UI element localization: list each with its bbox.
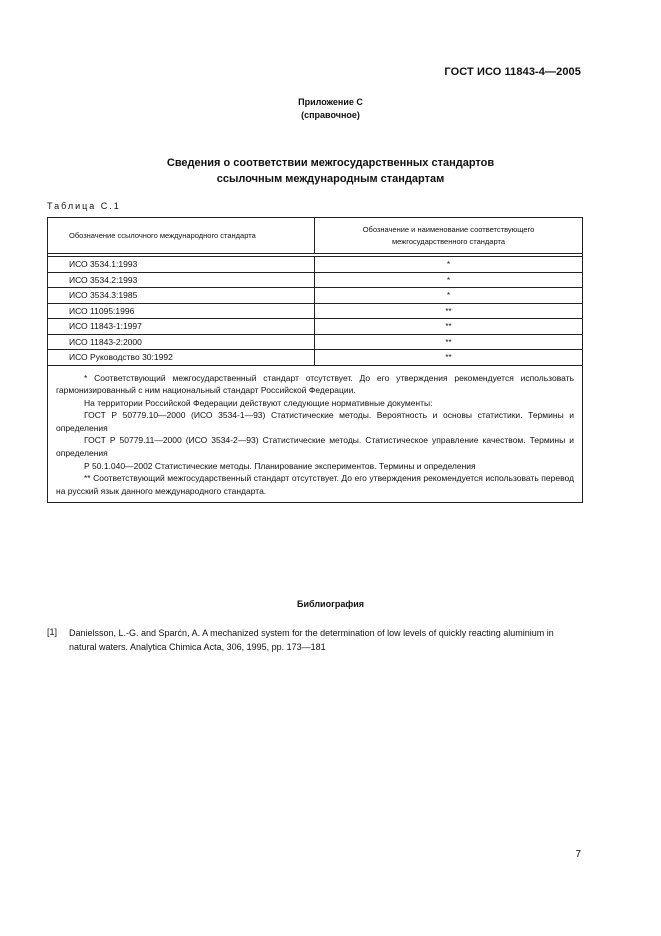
annex-title: Приложение С	[298, 97, 363, 107]
note-gost-50779-11: ГОСТ Р 50779.11—2000 (ИСО 3534-2—93) Статистические методы. Статистическое управление качеством. Термины и определения	[56, 435, 574, 459]
bibliography-entry-number: [1]	[47, 627, 58, 637]
table-row	[48, 288, 582, 304]
table-row	[48, 350, 582, 366]
corresponding-mark: *	[446, 291, 451, 300]
table-header	[48, 218, 582, 254]
col2-header: Обозначение и наименование соответствующего межгосударственного стандарта	[362, 224, 535, 246]
note-r-50-1-040: Р 50.1.040—2002 Статистические методы. Планирование экспериментов. Термины и определения	[84, 460, 476, 471]
corresponding-mark: **	[445, 306, 452, 316]
ref-standard: ИСО 3534.1:1993	[48, 257, 315, 272]
page-number: 7	[575, 849, 581, 860]
ref-standard: ИСО 3534.3:1985	[48, 288, 315, 303]
ref-standard: ИСО 11843-2:2000	[48, 335, 315, 350]
corresponding-mark: **	[445, 353, 452, 362]
note-gost-50779-10: ГОСТ Р 50779.10—2000 (ИСО 3534-1—93) Статистические методы. Вероятность и основы статистики. Термины и определения	[56, 410, 574, 433]
ref-standard: ИСО 11843-1:1997	[48, 319, 315, 334]
table-row	[48, 273, 582, 289]
section-title-line2: ссылочным международным стандартам	[216, 173, 445, 185]
table-notes	[48, 366, 582, 503]
section-title-line1: Сведения о соответствии межгосударственных стандартов	[166, 157, 495, 169]
corresponding-mark: *	[446, 260, 451, 269]
table-caption: Таблица С.1	[47, 201, 121, 211]
ref-standard: ИСО 11095:1996	[48, 304, 315, 319]
ref-standard: ИСО 3534.2:1993	[48, 273, 315, 288]
corresponding-mark: **	[445, 322, 452, 331]
bibliography-title: Библиография	[297, 599, 364, 609]
col1-header: Обозначение ссылочного международного стандарта	[48, 218, 315, 253]
note-rf-documents-intro: На территории Российской Федерации действуют следующие нормативные документы:	[84, 397, 433, 408]
table-row	[48, 257, 582, 273]
table-row	[48, 335, 582, 351]
document-code: ГОСТ ИСО 11843-4—2005	[444, 66, 581, 78]
correspondence-table	[47, 217, 583, 503]
table-row	[48, 319, 582, 335]
bibliography-entry-text: Danielsson, L.-G. and Sparćn, A. A mechanized system for the determination of low levels of quickly reacting aluminium in natural waters. Analytica Chimica Acta, 306, 1995, pp. 173—181	[69, 628, 554, 652]
corresponding-mark: **	[445, 337, 452, 347]
note-double-asterisk: ** Соответствующий межгосударственный стандарт отсутствует. До его утверждения рекомендуется использовать перевод на русский язык данного международного стандарта.	[56, 473, 574, 496]
note-single-asterisk: * Соответствующий межгосударственный стандарт отсутствует. До его утверждения рекомендуется использовать гармонизированный с ним национальный стандарт Российской Федерации.	[56, 372, 574, 396]
corresponding-mark: *	[446, 275, 451, 285]
ref-standard: ИСО Руководство 30:1992	[48, 350, 315, 365]
table-row	[48, 304, 582, 320]
annex-subtitle: (справочное)	[301, 110, 360, 120]
